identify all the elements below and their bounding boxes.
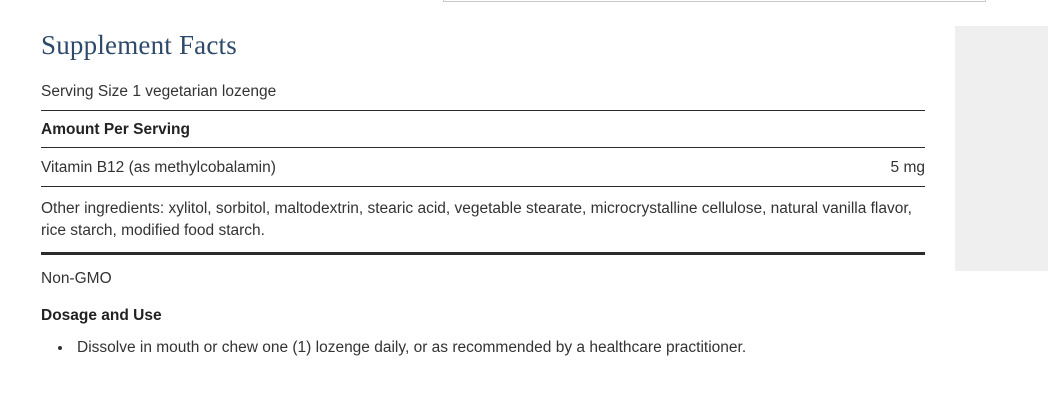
amount-per-serving-label: Amount Per Serving xyxy=(41,111,925,148)
other-ingredients-text: Other ingredients: xylitol, sorbitol, maltodextrin, stearic acid, vegetable stearate, microcrystalline cellulose, natural vanilla flavor, rice starch, modified food starch. xyxy=(41,187,925,255)
nutrient-row xyxy=(41,148,925,187)
list-item: • Dissolve in mouth or chew one (1) lozenge daily, or as recommended by a healthcare practitioner. xyxy=(73,337,925,359)
serving-size-text: Serving Size 1 vegetarian lozenge xyxy=(41,61,925,111)
nutrient-name: Vitamin B12 (as methylcobalamin) xyxy=(41,159,276,176)
non-gmo-label: Non-GMO xyxy=(41,269,112,287)
nutrient-amount: 5 mg xyxy=(890,159,925,176)
supplement-facts-panel xyxy=(41,0,925,359)
dosage-and-use-heading: Dosage and Use xyxy=(41,306,162,324)
page-title: Supplement Facts xyxy=(41,30,237,60)
dosage-list xyxy=(41,325,925,359)
side-panel xyxy=(955,26,1048,271)
